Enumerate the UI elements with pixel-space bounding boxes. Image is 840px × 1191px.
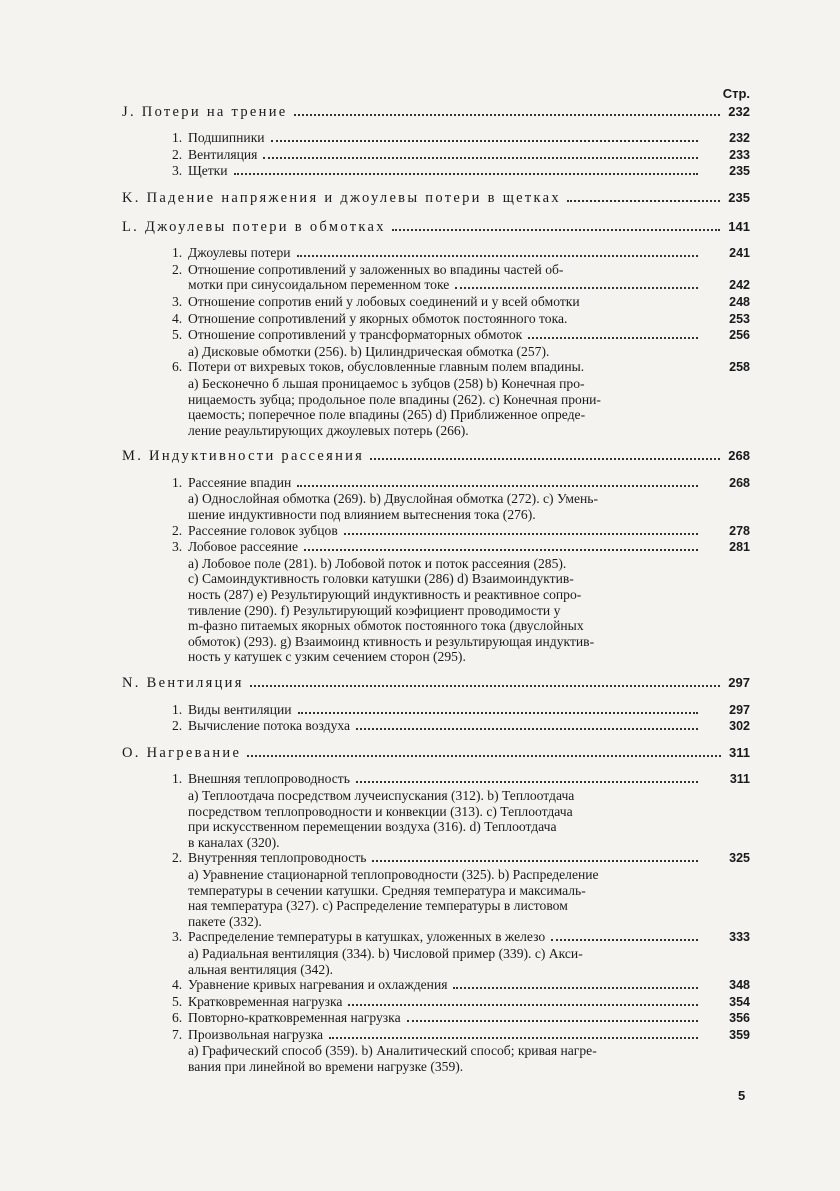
sub-entry-line bbox=[188, 634, 750, 650]
item-body bbox=[188, 718, 750, 735]
section-heading bbox=[122, 190, 750, 207]
entry-text: Повторно-кратковременная нагрузка bbox=[188, 1010, 401, 1026]
item-body bbox=[188, 294, 750, 311]
entry-page: 348 bbox=[729, 978, 750, 993]
sub-entry-line bbox=[188, 407, 750, 423]
dot-leader bbox=[294, 114, 721, 116]
entry-text: Отношение сопротивлений у якорных обмоток постоянного тока. bbox=[188, 310, 568, 326]
item-number: 6. bbox=[172, 359, 183, 375]
sub-entry-line bbox=[188, 946, 750, 962]
entry-line bbox=[188, 163, 750, 180]
entry-line bbox=[188, 718, 750, 735]
sub-entry-line bbox=[188, 1059, 750, 1075]
item-body bbox=[188, 977, 750, 994]
item-body bbox=[188, 163, 750, 180]
entry-line bbox=[188, 327, 750, 344]
toc-item bbox=[172, 771, 750, 850]
toc-item bbox=[172, 718, 750, 735]
section-page: 297 bbox=[728, 675, 750, 690]
entry-text: а) Дисковые обмотки (256). b) Цилиндрическая обмотка (257). bbox=[188, 343, 550, 359]
sub-entry-line bbox=[188, 898, 750, 914]
entry-text: шение индуктивности под влиянием вытеснения тока (276). bbox=[188, 507, 536, 523]
entry-page: 325 bbox=[729, 851, 750, 866]
section-page: 311 bbox=[729, 744, 750, 760]
item-number: 1. bbox=[172, 771, 183, 787]
item-body bbox=[188, 929, 750, 977]
section-items bbox=[172, 702, 750, 735]
entry-line bbox=[188, 245, 750, 262]
toc-item bbox=[172, 163, 750, 180]
entry-line bbox=[188, 850, 750, 867]
sub-entry-line bbox=[188, 962, 750, 978]
sub-entry-line bbox=[188, 556, 750, 572]
entry-text: в каналах (320). bbox=[188, 834, 280, 850]
entry-page: 281 bbox=[729, 540, 750, 555]
dot-leader bbox=[304, 549, 698, 551]
toc-section bbox=[122, 190, 750, 207]
item-number: 4. bbox=[172, 310, 183, 326]
sub-entry-line bbox=[188, 835, 750, 851]
toc-item bbox=[172, 1010, 750, 1027]
dot-leader bbox=[567, 200, 720, 202]
entry-page: 311 bbox=[729, 772, 750, 787]
section-page: 235 bbox=[728, 189, 750, 205]
entry-page: 232 bbox=[729, 131, 750, 146]
toc-section bbox=[122, 219, 750, 439]
entry-text: а) Бесконечно б льшая проницаемос ь зубцов (258) b) Конечная про- bbox=[188, 375, 585, 391]
toc-item bbox=[172, 929, 750, 977]
item-body bbox=[188, 147, 750, 164]
section-heading bbox=[122, 448, 750, 465]
item-body bbox=[188, 539, 750, 665]
item-body bbox=[188, 523, 750, 540]
sub-entry-line bbox=[188, 587, 750, 603]
entry-text: Потери от вихревых токов, обусловленные главным полем впадины. bbox=[188, 359, 585, 375]
entry-line bbox=[188, 702, 750, 719]
item-body bbox=[188, 475, 750, 523]
item-number: 2. bbox=[172, 261, 183, 277]
entry-text: Кратковременная нагрузка bbox=[188, 993, 343, 1009]
entry-text: c) Самоиндуктивность головки катушки (286) d) Взаимоиндуктив- bbox=[188, 571, 574, 587]
entry-line bbox=[188, 1027, 750, 1044]
item-number: 6. bbox=[172, 1010, 183, 1026]
sub-entry-line bbox=[188, 423, 750, 439]
toc-item bbox=[172, 311, 750, 328]
dot-leader bbox=[356, 781, 698, 783]
entry-line bbox=[188, 771, 750, 788]
dot-leader bbox=[247, 755, 721, 757]
entry-line bbox=[188, 994, 750, 1011]
dot-leader bbox=[407, 1020, 698, 1022]
section-items bbox=[172, 245, 750, 438]
dot-leader bbox=[453, 987, 698, 989]
entry-page: 241 bbox=[729, 246, 750, 261]
item-number: 3. bbox=[172, 539, 183, 555]
toc-item bbox=[172, 475, 750, 523]
page-number: 5 bbox=[738, 1088, 746, 1103]
section-title: L. Джоулевы потери в обмотках bbox=[122, 218, 386, 235]
entry-page: 302 bbox=[729, 719, 750, 734]
toc-item bbox=[172, 327, 750, 359]
sub-entry-line bbox=[188, 392, 750, 408]
entry-text: тивление (290). f) Результирующий коэфициент проводимости у bbox=[188, 602, 561, 618]
entry-text: а) Радиальная вентиляция (334). b) Числовой пример (339). c) Акси- bbox=[188, 945, 583, 961]
section-heading bbox=[122, 745, 750, 762]
item-body bbox=[188, 245, 750, 262]
sub-entry-line bbox=[188, 867, 750, 883]
item-number: 2. bbox=[172, 146, 183, 162]
sub-entry-line bbox=[188, 618, 750, 634]
dot-leader bbox=[344, 533, 698, 535]
sub-entry-line bbox=[188, 883, 750, 899]
item-body bbox=[188, 311, 750, 328]
entry-page: 248 bbox=[729, 294, 750, 309]
entry-page: 333 bbox=[729, 930, 750, 945]
entry-text: Лобовое рассеяние bbox=[188, 539, 299, 555]
entry-text: вания при линейной во времени нагрузке (359). bbox=[188, 1059, 464, 1075]
dot-leader bbox=[372, 860, 698, 862]
entry-text: обмоток) (293). g) Взаимоинд ктивность и результирующая индуктив- bbox=[188, 633, 595, 649]
entry-text: Внешняя теплопроводность bbox=[188, 771, 350, 787]
dot-leader bbox=[356, 728, 698, 730]
item-number: 2. bbox=[172, 718, 183, 734]
section-items bbox=[172, 475, 750, 665]
item-body bbox=[188, 262, 750, 294]
item-number: 2. bbox=[172, 522, 183, 538]
entry-text: посредством теплопроводности и конвекции (313). c) Теплоотдача bbox=[188, 803, 573, 819]
dot-leader bbox=[250, 685, 721, 687]
toc-item bbox=[172, 977, 750, 994]
item-body bbox=[188, 359, 750, 438]
entry-page: 258 bbox=[729, 360, 750, 375]
entry-page: 278 bbox=[729, 523, 750, 538]
section-title: M. Индуктивности рассеяния bbox=[122, 448, 365, 465]
entry-line bbox=[188, 359, 750, 376]
entry-page: 233 bbox=[729, 147, 750, 162]
entry-page: 354 bbox=[729, 994, 750, 1009]
item-body bbox=[188, 1010, 750, 1027]
item-body bbox=[188, 702, 750, 719]
entry-text: альная вентиляция (342). bbox=[188, 961, 334, 977]
page-column-header: Стр. bbox=[722, 86, 750, 101]
item-number: 1. bbox=[172, 701, 183, 717]
item-number: 4. bbox=[172, 977, 183, 993]
toc-item bbox=[172, 539, 750, 665]
item-number: 3. bbox=[172, 163, 183, 179]
entry-line bbox=[188, 539, 750, 556]
entry-page: 359 bbox=[729, 1027, 750, 1042]
entry-line bbox=[188, 130, 750, 147]
entry-text: Рассеяние впадин bbox=[188, 474, 292, 490]
section-title: O. Нагревание bbox=[122, 744, 242, 761]
sub-entry-line bbox=[188, 507, 750, 523]
sub-entry-line bbox=[188, 649, 750, 665]
toc-item bbox=[172, 130, 750, 147]
entry-text: Подшипники bbox=[188, 130, 265, 146]
dot-leader bbox=[298, 712, 698, 714]
item-body bbox=[188, 130, 750, 147]
entry-page: 235 bbox=[729, 164, 750, 179]
entry-text: ность (287) e) Результирующий индуктивность и реактивное сопро- bbox=[188, 587, 582, 603]
toc-section bbox=[122, 745, 750, 1075]
entry-text: Рассеяние головок зубцов bbox=[188, 522, 338, 538]
entry-page: 253 bbox=[729, 311, 750, 326]
entry-text: Щетки bbox=[188, 163, 228, 179]
toc-section bbox=[122, 448, 750, 665]
item-number: 5. bbox=[172, 993, 183, 1009]
entry-line bbox=[188, 294, 750, 311]
entry-text: ность у катушек с узким сечением сторон (295). bbox=[188, 649, 466, 665]
section-page: 232 bbox=[728, 103, 750, 119]
sub-entry-line bbox=[188, 1043, 750, 1059]
entry-line bbox=[188, 277, 750, 294]
entry-text: а) Уравнение стационарной теплопроводности (325). b) Распределение bbox=[188, 866, 599, 882]
entry-text: Внутренняя теплопроводность bbox=[188, 850, 367, 866]
dot-leader bbox=[297, 485, 698, 487]
section-items bbox=[172, 771, 750, 1074]
entry-page: 256 bbox=[729, 328, 750, 343]
item-number: 3. bbox=[172, 929, 183, 945]
entry-text: пакете (332). bbox=[188, 913, 262, 929]
toc-item bbox=[172, 245, 750, 262]
entry-line bbox=[188, 311, 750, 328]
entry-text: Вычисление потока воздуха bbox=[188, 718, 351, 734]
toc-item bbox=[172, 523, 750, 540]
entry-text: цаемость; поперечное поле впадины (265) d) Приближенное опреде- bbox=[188, 407, 586, 423]
dot-leader bbox=[348, 1004, 698, 1006]
entry-text: Виды вентиляции bbox=[188, 701, 292, 717]
dot-leader bbox=[392, 229, 720, 231]
item-number: 5. bbox=[172, 327, 183, 343]
item-number: 7. bbox=[172, 1026, 183, 1042]
dot-leader bbox=[528, 337, 698, 339]
entry-text: Произвольная нагрузка bbox=[188, 1026, 324, 1042]
entry-text: а) Графический способ (359). b) Аналитический способ; кривая нагре- bbox=[188, 1043, 597, 1059]
toc-item bbox=[172, 294, 750, 311]
section-heading bbox=[122, 219, 750, 236]
item-body bbox=[188, 327, 750, 359]
entry-line bbox=[188, 475, 750, 492]
entry-line bbox=[188, 977, 750, 994]
item-body bbox=[188, 850, 750, 929]
dot-leader bbox=[297, 255, 698, 257]
entry-page: 297 bbox=[729, 702, 750, 717]
section-title: K. Падение напряжения и джоулевы потери в щетках bbox=[122, 189, 561, 206]
entry-text: ление реаультирующих джоулевых потерь (266). bbox=[188, 422, 469, 438]
entry-text: Отношение сопротивлений у трансформаторных обмоток bbox=[188, 327, 523, 343]
entry-page: 242 bbox=[729, 278, 750, 293]
section-title: N. Вентиляция bbox=[122, 675, 244, 691]
entry-text: а) Однослойная обмотка (269). b) Двуслойная обмотка (272). c) Умень- bbox=[188, 491, 599, 507]
entry-text: Вентиляция bbox=[188, 146, 258, 162]
entry-text: а) Лобовое поле (281). b) Лобовой поток и поток рассеяния (285). bbox=[188, 555, 567, 571]
section-heading bbox=[122, 675, 750, 692]
dot-leader bbox=[551, 939, 698, 941]
entry-text: Отношение сопротив ений у лобовых соединений и у всей обмотки bbox=[188, 293, 580, 309]
sub-entry-line bbox=[188, 914, 750, 930]
sub-entry-line bbox=[188, 491, 750, 507]
entry-text: Отношение сопротивлений у заложенных во впадины частей об- bbox=[188, 261, 564, 277]
item-body bbox=[188, 1027, 750, 1075]
item-number: 1. bbox=[172, 474, 183, 490]
sub-entry-line bbox=[188, 344, 750, 360]
toc-item bbox=[172, 702, 750, 719]
dot-leader bbox=[263, 157, 698, 159]
toc-item bbox=[172, 262, 750, 294]
dot-leader bbox=[329, 1037, 698, 1039]
entry-line bbox=[188, 929, 750, 946]
entry-text: температуры в сечении катушки. Средняя температура и максималь- bbox=[188, 882, 586, 898]
table-of-contents bbox=[122, 86, 750, 1085]
item-number: 3. bbox=[172, 293, 183, 309]
sub-entry-line bbox=[188, 804, 750, 820]
section-items bbox=[172, 130, 750, 180]
toc-section bbox=[122, 104, 750, 180]
dot-leader bbox=[234, 173, 698, 175]
entry-text: Уравнение кривых нагревания и охлаждения bbox=[188, 977, 448, 993]
entry-line bbox=[188, 1010, 750, 1027]
sub-entry-line bbox=[188, 376, 750, 392]
entry-page: 268 bbox=[729, 475, 750, 490]
toc-section bbox=[122, 675, 750, 735]
section-page: 141 bbox=[728, 218, 750, 234]
dot-leader bbox=[271, 140, 698, 142]
toc-item bbox=[172, 850, 750, 929]
item-number: 2. bbox=[172, 850, 183, 866]
entry-text: Джоулевы потери bbox=[188, 245, 291, 261]
section-title: J. Потери на трение bbox=[122, 103, 288, 120]
entry-line bbox=[188, 262, 750, 278]
toc-item bbox=[172, 1027, 750, 1075]
entry-page: 356 bbox=[729, 1011, 750, 1026]
entry-text: m-фазно питаемых якорных обмоток постоянного тока (двуслойных bbox=[188, 618, 584, 634]
entry-text: ницаемость зубца; продольное поле впадины (262). c) Конечная прони- bbox=[188, 391, 601, 407]
item-body bbox=[188, 994, 750, 1011]
sub-entry-line bbox=[188, 788, 750, 804]
sub-entry-line bbox=[188, 571, 750, 587]
section-page: 268 bbox=[728, 448, 750, 464]
sub-entry-line bbox=[188, 819, 750, 835]
item-number: 1. bbox=[172, 245, 183, 261]
entry-text: мотки при синусоидальном переменном токе bbox=[188, 277, 450, 293]
entry-text: ная температура (327). c) Распределение температуры в листовом bbox=[188, 898, 568, 914]
entry-text: а) Теплоотдача посредством лучеиспускания (312). b) Теплоотдача bbox=[188, 787, 575, 803]
toc-sections bbox=[122, 104, 750, 1075]
section-heading bbox=[122, 104, 750, 121]
dot-leader bbox=[370, 458, 720, 460]
entry-line bbox=[188, 147, 750, 164]
sub-entry-line bbox=[188, 603, 750, 619]
item-body bbox=[188, 771, 750, 850]
entry-text: при искусственном перемещении воздуха (316). d) Теплоотдача bbox=[188, 819, 557, 835]
entry-line bbox=[188, 523, 750, 540]
toc-item bbox=[172, 147, 750, 164]
toc-item bbox=[172, 994, 750, 1011]
dot-leader bbox=[455, 287, 698, 289]
item-number: 1. bbox=[172, 130, 183, 146]
entry-text: Распределение температуры в катушках, уложенных в железо bbox=[188, 929, 546, 945]
toc-item bbox=[172, 359, 750, 438]
